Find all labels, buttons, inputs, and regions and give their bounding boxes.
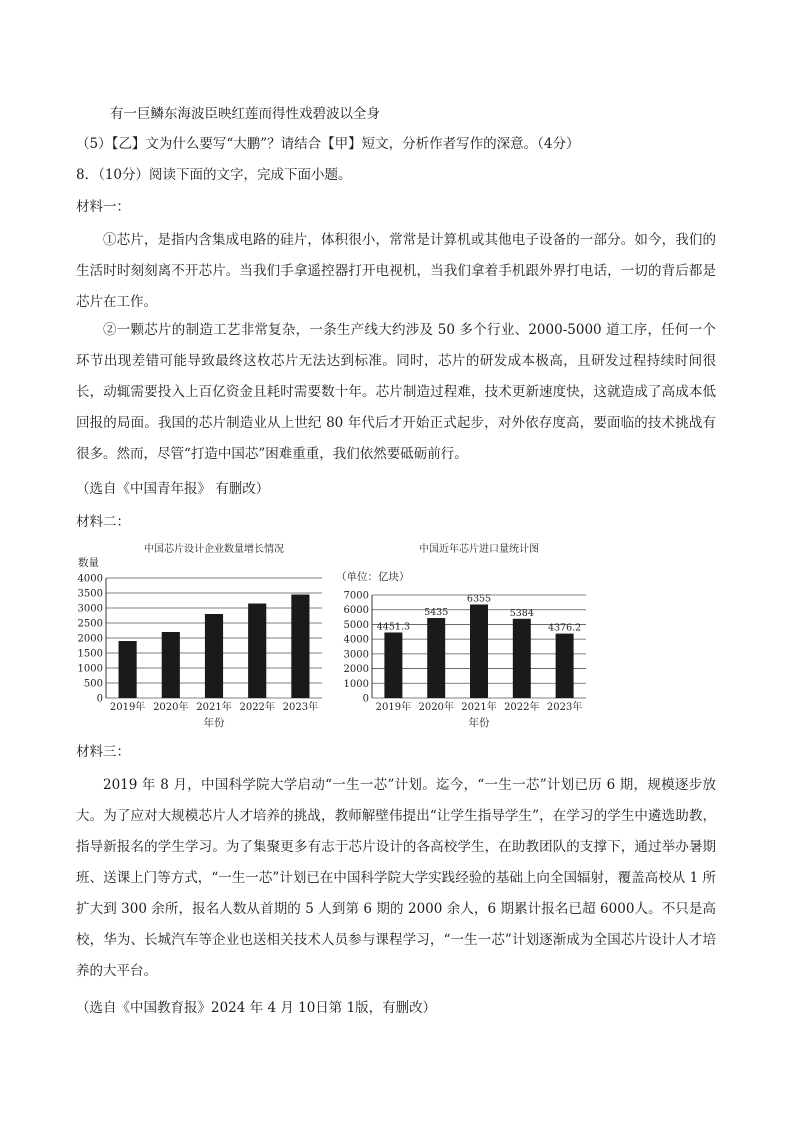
y-tick-label: 3500 [77, 588, 103, 600]
y-tick-label: 5000 [343, 619, 369, 631]
y-tick-label: 500 [83, 678, 103, 690]
x-tick-label: 2021年 [461, 702, 497, 713]
bar [205, 614, 223, 698]
x-tick-label: 2023年 [282, 702, 319, 713]
y-tick-label: 2000 [77, 633, 103, 645]
paragraph-text: ①芯片，是指内含集成电路的硅片，体积很小，常常是计算机或其他电子设备的一部分。如今，我们的生活时时刻刻离不开芯片。当我们手拿遥控器打开电视机，当我们拿着手机跟外界打电话，一切的背后都是芯片在工作。 [76, 232, 716, 310]
y-tick-label: 1000 [343, 678, 369, 690]
data-label: 6355 [466, 593, 492, 605]
question-5: （5）【乙】文为什么要写“大鹏”？请结合【甲】短文，分析作者写作的深意。（4分） [76, 136, 580, 152]
y-tick-label: 3000 [77, 603, 103, 615]
question-8-header: 8．（10分）阅读下面的文字，完成下面小题。 [76, 167, 352, 183]
y-tick-label: 0 [362, 693, 369, 705]
x-tick-label: 2019年 [375, 702, 412, 713]
y-tick-label: 4000 [343, 634, 369, 646]
material-3-paragraph [76, 770, 716, 987]
material-3-title: 材料三： [76, 744, 130, 760]
y-tick-label: 2500 [77, 618, 103, 630]
x-tick-label: 2020年 [418, 702, 454, 713]
x-tick-label: 2023年 [546, 702, 583, 713]
y-axis-label: （单位：亿块） [336, 571, 410, 583]
y-tick-label: 2000 [343, 664, 369, 676]
bar [556, 634, 574, 698]
y-tick-label: 4000 [77, 573, 103, 585]
y-tick-label: 7000 [343, 590, 369, 602]
chart-chip-imports [334, 540, 590, 740]
bar [470, 604, 488, 698]
material-3-source: （选自《中国教育报》2024 年 4 月 10日第 1版，有删改） [76, 1000, 437, 1016]
chart-design-enterprises [76, 540, 332, 740]
x-tick-label: 2021年 [196, 702, 232, 713]
material-2-title: 材料二： [76, 514, 130, 530]
y-tick-label: 1500 [77, 648, 103, 660]
y-axis-label: 数量 [78, 557, 99, 569]
x-tick-label: 2019年 [109, 702, 146, 713]
material-1-source: （选自《中国青年报》 有删改） [76, 481, 270, 497]
chart-title: 中国芯片设计企业数量增长情况 [144, 544, 284, 555]
data-label: 4376.2 [547, 622, 582, 634]
material-1-paragraph-2 [76, 315, 716, 470]
bar [119, 641, 137, 698]
data-label: 5435 [424, 607, 449, 619]
material-1-paragraph-1 [76, 225, 716, 318]
x-tick-label: 2020年 [153, 702, 189, 713]
data-label: 4451.3 [376, 621, 411, 633]
bar [162, 632, 180, 698]
bar [291, 595, 309, 699]
bar [427, 618, 445, 698]
x-tick-label: 2022年 [504, 702, 540, 713]
bar [248, 604, 266, 699]
x-axis-label: 年份 [468, 717, 490, 729]
poem-line: 有一巨鳞东海波臣映红莲而得性戏碧波以全身 [110, 106, 380, 122]
y-tick-label: 1000 [77, 663, 103, 675]
y-tick-label: 3000 [343, 649, 369, 661]
x-axis-label: 年份 [203, 717, 225, 729]
bar [384, 633, 402, 698]
paragraph-text: 2019 年 8 月，中国科学院大学启动“一生一芯”计划。迄今，“一生一芯”计划已历 6 期，规模逐步放大。为了应对大规模芯片人才培养的挑战，教师解壁伟提出“让学生指导学生”，在学习的学生中遴选助教，指导新报名的学生学习。为了集聚更多有志于芯片设计的各高校学生，在助教团队的支撑下，通过举办暑期班、送课上门等方式，“一生一芯”计划已在中国科学院大学实践经验的基础上向全国辐射，覆盖高校从 1 所扩大到 300 余所，报名人数从首期的 5 人到第 6 期的 2000 余人，6 期累计报名已超 6000人。不只是高校，华为、长城汽车等企业也送相关技术人员参与课程学习，“一生一芯”计划逐渐成为全国芯片设计人才培养的大平台。 [76, 777, 716, 979]
x-tick-label: 2022年 [239, 702, 275, 713]
chart-title: 中国近年芯片进口量统计图 [419, 544, 539, 555]
y-tick-label: 0 [96, 693, 103, 705]
bar [513, 619, 531, 698]
data-label: 5384 [509, 607, 534, 619]
paragraph-text: ②一颗芯片的制造工艺非常复杂，一条生产线大约涉及 50 多个行业、2000-5000 道工序，任何一个环节出现差错可能导致最终这枚芯片无法达到标准。同时，芯片的研发成本极高，且研发过程持续时间很长，动辄需要投入上百亿资金且耗时需要数十年。芯片制造过程难，技术更新速度快，这就造成了高成本低回报的局面。我国的芯片制造业从上世纪 80 年代后才开始正式起步，对外依存度高，要面临的技术挑战有很多。然而，尽管“打造中国芯”困难重重，我们依然要砥砺前行。 [76, 322, 716, 462]
material-1-title: 材料一： [76, 199, 130, 215]
y-tick-label: 6000 [343, 605, 369, 617]
